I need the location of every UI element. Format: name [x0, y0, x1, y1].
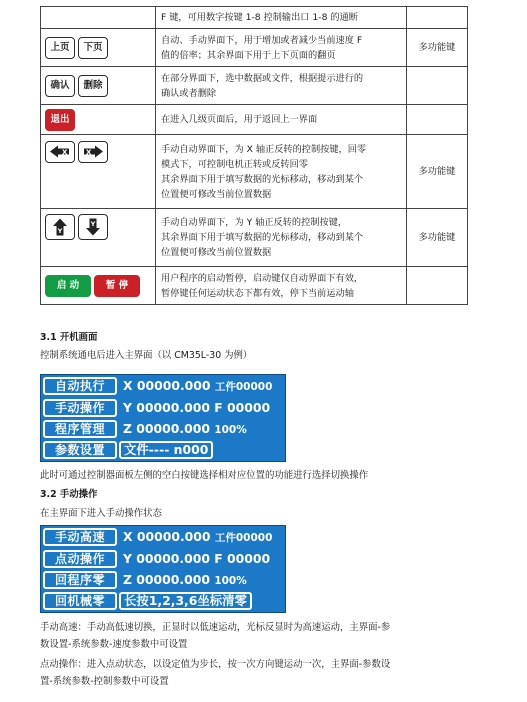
key-cell — [41, 135, 156, 209]
table-row — [41, 135, 468, 209]
desc-line: 在进入几级页面后，用于返回上一界面 — [161, 114, 318, 125]
delete-key: 删除 — [78, 75, 108, 97]
lcd-row — [43, 420, 283, 440]
page-down-key: 下页 — [78, 37, 108, 59]
lcd-value-extra: 工件00000 — [214, 381, 273, 393]
lcd-value: Y 00000.000 F 00000 — [123, 400, 271, 415]
up-arrow-icon — [49, 218, 71, 236]
table-row — [41, 7, 468, 29]
lcd-value — [123, 378, 272, 395]
down-arrow-key — [78, 214, 108, 240]
paragraph-line: 手动高速：手动高低速切换，正显时以低速运动，光标反显时为高速运动，主界面-参 — [40, 622, 391, 633]
lcd-value — [123, 572, 247, 589]
key-cell — [41, 29, 156, 67]
lcd-value-extra: 100% — [214, 575, 247, 587]
left-arrow-key — [45, 141, 75, 163]
paragraph-line: 数设置-系统参数-速度参数中可设置 — [40, 639, 188, 650]
lcd-row — [43, 592, 283, 612]
section-intro: 控制系统通电后进入主界面（以 CM35L-30 为例） — [40, 350, 253, 361]
key-cell — [41, 67, 156, 105]
left-arrow-icon — [49, 145, 71, 158]
svg-text:X: X — [86, 148, 92, 157]
lcd-value-extra: 100% — [214, 424, 247, 436]
desc-line: 其余界面下用于填写数据的光标移动，移动到某个 — [161, 232, 364, 243]
lcd-menu-label: 自动执行 — [43, 377, 117, 395]
desc-line: 自动、手动界面下，用于增加或者减少当前速度 F — [161, 34, 363, 46]
lcd-value: Y 00000.000 F 00000 — [123, 551, 271, 566]
section-note: 此时可通过控制器面板左侧的空白按键选择相对应位置的功能进行选择切换操作 — [40, 470, 369, 481]
desc-cell — [156, 29, 407, 67]
func-cell: 多功能键 — [407, 29, 468, 67]
lcd-menu-label: 程序管理 — [43, 420, 117, 438]
table-row — [41, 29, 468, 67]
section-intro: 在主界面下进入手动操作状态 — [40, 508, 162, 519]
paragraph-line: 置-系统参数-控制参数中可设置 — [40, 676, 169, 687]
lcd-value-extra: 工件00000 — [214, 532, 273, 544]
lcd-row — [43, 377, 283, 397]
desc-cell — [156, 267, 407, 305]
up-arrow-key — [45, 214, 75, 240]
desc-line: 手动自动界面下，为 X 轴正反转的控制按键，回零 — [161, 143, 367, 155]
lcd-manual-screen — [40, 525, 286, 613]
lcd-menu-label: 回机械零 — [43, 592, 117, 610]
table-row — [41, 105, 468, 135]
desc-line: 位置便可修改当前位置数据 — [161, 247, 272, 258]
table-row — [41, 267, 468, 305]
right-arrow-icon — [82, 145, 104, 158]
svg-text:Y: Y — [90, 220, 96, 228]
desc-cell — [156, 135, 407, 209]
key-cell — [41, 209, 156, 267]
start-key: 启 动 — [45, 275, 91, 297]
desc-line: 暂停键任何运动状态下都有效，停下当前运动轴 — [161, 287, 354, 299]
lcd-value — [123, 529, 272, 546]
desc-cell — [156, 7, 407, 29]
page-up-key: 上页 — [45, 37, 75, 59]
table-row — [41, 209, 468, 267]
func-cell — [407, 7, 468, 29]
desc-line: 在部分界面下，选中数据或文件，根据提示进行的 — [161, 72, 364, 84]
desc-line: 其余界面下用于填写数据的光标移动，移动到某个 — [161, 173, 364, 185]
lcd-row — [43, 399, 283, 419]
down-arrow-icon — [82, 218, 104, 236]
table-row — [41, 67, 468, 105]
lcd-menu-label: 参数设置 — [43, 441, 117, 459]
right-arrow-key — [78, 141, 108, 163]
lcd-menu-label: 回程序零 — [43, 571, 117, 589]
desc-line: 确认或者删除 — [161, 87, 217, 99]
func-cell — [407, 267, 468, 305]
desc-line: 值的倍率；其余界面下用于上下页面的翻页 — [161, 49, 336, 61]
desc-line: 模式下，可控制电机正转或反转回零 — [161, 158, 308, 170]
func-cell: 多功能键 — [407, 135, 468, 209]
desc-line: F 键，可用数字按键 1-8 控制输出口 1-8 的通断 — [161, 12, 358, 23]
lcd-value-text: Z 00000.000 — [123, 572, 210, 587]
key-cell — [41, 7, 156, 29]
lcd-row — [43, 550, 283, 570]
desc-line: 用户程序的启动暂停，启动键仅自动界面下有效， — [161, 272, 364, 284]
lcd-value-text: X 00000.000 — [123, 529, 211, 544]
desc-cell — [156, 67, 407, 105]
confirm-key: 确认 — [45, 75, 75, 97]
lcd-main-screen — [40, 374, 286, 462]
section-heading: 3.2 手动操作 — [40, 489, 98, 500]
desc-line: 手动自动界面下，为 Y 轴正反转的控制按键， — [161, 217, 348, 228]
func-cell: 多功能键 — [407, 209, 468, 267]
svg-text:Y: Y — [57, 227, 63, 235]
svg-text:X: X — [62, 148, 68, 157]
key-cell — [41, 105, 156, 135]
desc-cell — [156, 209, 407, 267]
exit-key: 退出 — [45, 109, 75, 131]
func-cell — [407, 67, 468, 105]
lcd-value: 长按1,2,3,6坐标清零 — [119, 592, 252, 610]
func-cell — [407, 105, 468, 135]
pause-key: 暂 停 — [94, 275, 140, 297]
paragraph-line: 点动操作：进入点动状态，以设定值为步长，按一次方向键运动一次，主界面-参数设 — [40, 659, 391, 670]
lcd-value-text: X 00000.000 — [123, 378, 211, 393]
lcd-row — [43, 571, 283, 591]
section-heading: 3.1 开机画面 — [40, 332, 98, 343]
lcd-value: 文件---- n000 — [119, 441, 213, 459]
lcd-row — [43, 441, 283, 461]
lcd-menu-label: 手动高速 — [43, 528, 117, 546]
key-function-table — [40, 6, 468, 305]
lcd-row — [43, 528, 283, 548]
desc-line: 位置便可修改当前位置数据 — [161, 188, 272, 200]
lcd-value — [123, 421, 247, 438]
key-cell — [41, 267, 156, 305]
desc-cell — [156, 105, 407, 135]
lcd-value-text: Z 00000.000 — [123, 421, 210, 436]
lcd-menu-label: 点动操作 — [43, 550, 117, 568]
lcd-menu-label: 手动操作 — [43, 399, 117, 417]
